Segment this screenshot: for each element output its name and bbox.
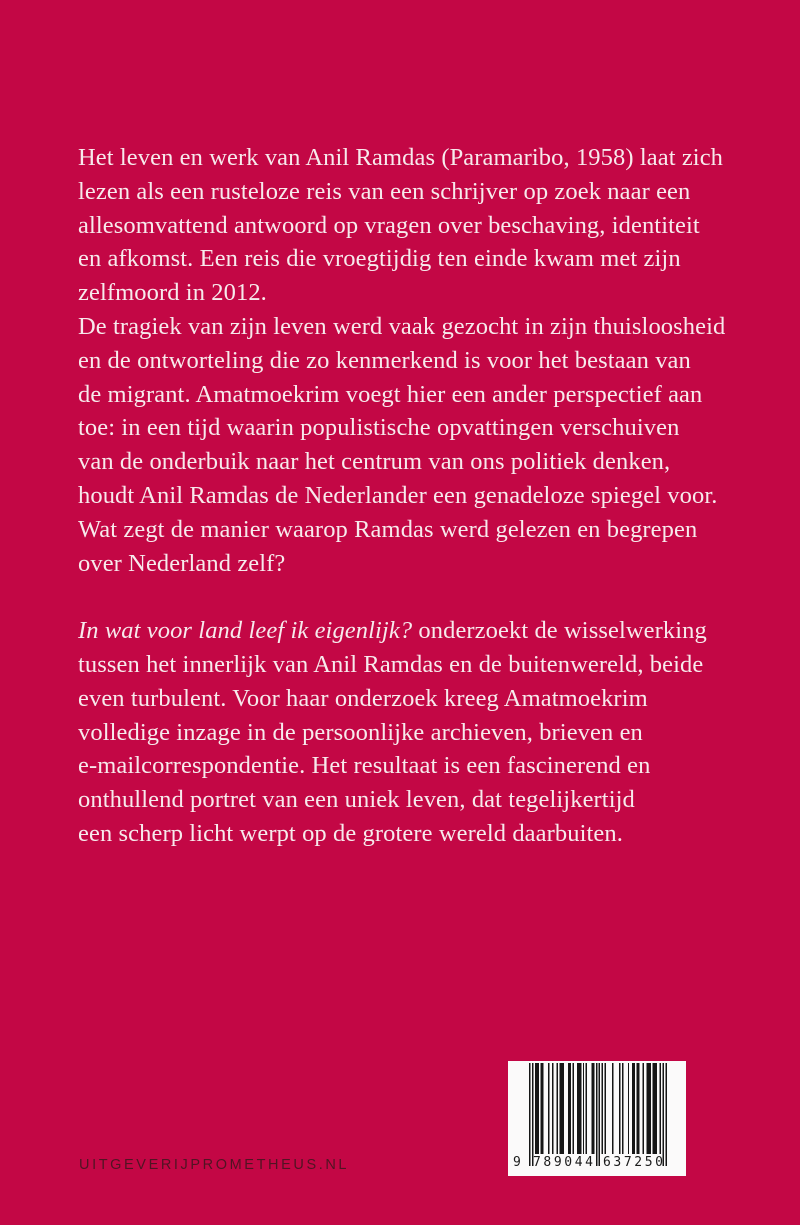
blurb-line: Het leven en werk van Anil Ramdas (Paramaribo, 1958) laat zich <box>78 144 724 171</box>
blurb-line: e-mailcorrespondentie. Het resultaat is een fascinerend en <box>78 752 651 780</box>
blurb-line: en afkomst. Een reis die vroegtijdig ten einde kwam met zijn <box>78 245 681 273</box>
barcode-digits-left-group: 789044 <box>533 1155 596 1170</box>
publisher-url: UITGEVERIJPROMETHEUS.NL <box>79 1157 350 1173</box>
paragraph-3-lead-rest: onderzoekt de wisselwerking <box>412 617 707 645</box>
blurb-line: van de onderbuik naar het centrum van ons politiek denken, <box>78 448 671 476</box>
barcode-digits-right-group: 637250 <box>603 1155 666 1170</box>
blurb-line: over Nederland zelf? <box>78 549 286 577</box>
blurb-line: allesomvattend antwoord op vragen over beschaving, identiteit <box>78 211 700 239</box>
blurb-line: even turbulent. Voor haar onderzoek kreeg Amatmoekrim <box>78 684 648 712</box>
blurb-line: lezen als een rusteloze reis van een schrijver op zoek naar een <box>78 177 691 205</box>
paragraph-3-lead-line <box>78 614 738 648</box>
blurb-line: een scherp licht werpt op de grotere wereld daarbuiten. <box>78 819 623 847</box>
blurb-line: en de ontworteling die zo kenmerkend is voor het bestaan van <box>78 346 691 374</box>
blurb-line: onthullend portret van een uniek leven, dat tegelijkertijd <box>78 786 635 814</box>
barcode-bars <box>529 1063 667 1166</box>
barcode <box>508 1061 686 1176</box>
paragraph-1 <box>78 141 738 310</box>
blurb-text <box>78 141 738 851</box>
blurb-line: volledige inzage in de persoonlijke archieven, brieven en <box>78 718 643 746</box>
blurb-line: zelfmoord in 2012. <box>78 279 267 307</box>
blurb-line: toe: in een tijd waarin populistische opvattingen verschuiven <box>78 414 680 442</box>
blurb-line: houdt Anil Ramdas de Nederlander een genadeloze spiegel voor. <box>78 481 718 509</box>
barcode-digit-first: 9 <box>513 1155 521 1170</box>
blurb-line: De tragiek van zijn leven werd vaak gezocht in zijn thuisloosheid <box>78 312 726 340</box>
paragraph-3-rest <box>78 648 738 851</box>
paragraph-3 <box>78 614 738 851</box>
blurb-line: de migrant. Amatmoekrim voegt hier een ander perspectief aan <box>78 380 703 408</box>
blurb-line: tussen het innerlijk van Anil Ramdas en de buitenwereld, beide <box>78 650 704 678</box>
book-title-italic: In wat voor land leef ik eigenlijk? <box>78 617 413 645</box>
paragraph-2 <box>78 310 738 580</box>
blurb-line: Wat zegt de manier waarop Ramdas werd gelezen en begrepen <box>78 515 698 543</box>
